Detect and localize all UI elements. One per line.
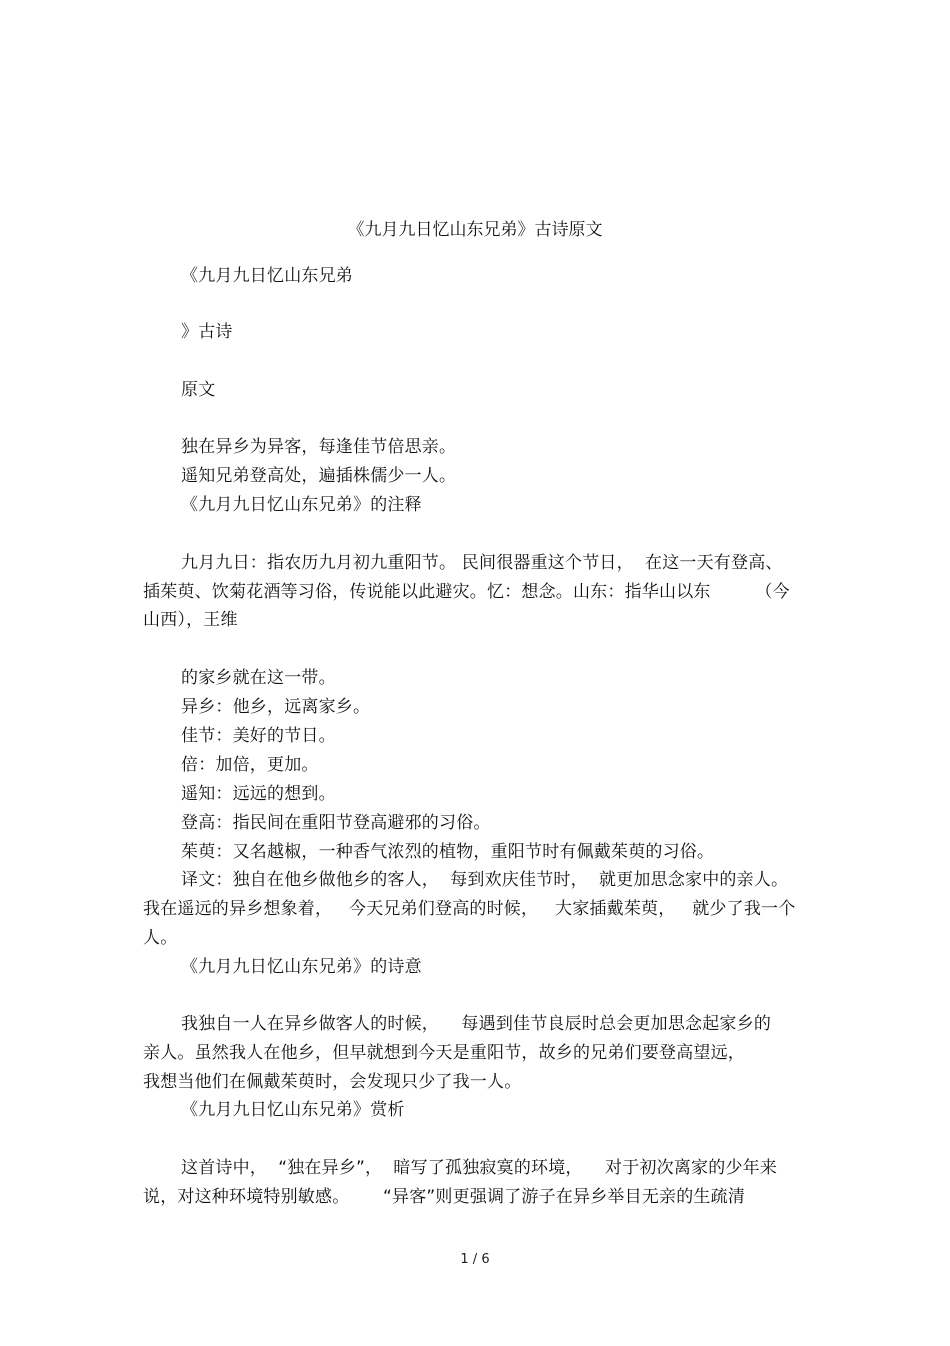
note-line: 倍：加倍，更加。 <box>181 755 319 775</box>
note-line: 异乡：他乡，远离家乡。 <box>181 697 371 717</box>
meaning-line: 我想当他们在佩戴茱萸时，会发现只少了我一人。 <box>143 1072 522 1092</box>
note-line: 的家乡就在这一带。 <box>181 668 336 688</box>
note-line: 九月九日：指农历九月初九重阳节。 民间很器重这个节日， 在这一天有登高、 <box>181 553 783 573</box>
document-title: 《九月九日忆山东兄弟》古诗原文 <box>347 220 603 240</box>
translation-line: 译文：独自在他乡做他乡的客人， 每到欢庆佳节时， 就更加思念家中的亲人。 <box>181 870 789 890</box>
heading-part-2: 》古诗 <box>181 322 233 342</box>
note-line: 茱萸：又名越椒，一种香气浓烈的植物，重阳节时有佩戴茱萸的习俗。 <box>181 842 715 862</box>
appreciation-heading: 《九月九日忆山东兄弟》赏析 <box>181 1100 405 1120</box>
appreciation-line: 说，对这种环境特别敏感。 “异客”则更强调了游子在异乡举目无亲的生疏清 <box>143 1187 746 1207</box>
poem-line-2: 遥知兄弟登高处，遍插株儒少一人。 <box>181 466 457 486</box>
note-line: 山西），王维 <box>143 610 238 630</box>
note-line: 插茱萸、饮菊花酒等习俗，传说能以此避灾。忆：想念。山东：指华山以东 （今 <box>143 582 790 602</box>
poem-line-1: 独在异乡为异客，每逢佳节倍思亲。 <box>181 437 457 457</box>
meaning-line: 亲人。虽然我人在他乡，但早就想到今天是重阳节，故乡的兄弟们要登高望远， <box>143 1043 745 1063</box>
appreciation-line: 这首诗中， “独在异乡”， 暗写了孤独寂寞的环境， 对于初次离家的少年来 <box>181 1158 778 1178</box>
translation-line: 我在遥远的异乡想象着， 今天兄弟们登高的时候， 大家插戴茱萸， 就少了我一个 <box>143 899 796 919</box>
note-line: 佳节：美好的节日。 <box>181 726 336 746</box>
page-number: 1 / 6 <box>460 1252 490 1267</box>
meaning-heading: 《九月九日忆山东兄弟》的诗意 <box>181 957 422 977</box>
meaning-line: 我独自一人在异乡做客人的时候， 每遇到佳节良辰时总会更加思念起家乡的 <box>181 1014 772 1034</box>
note-line: 登高：指民间在重阳节登高避邪的习俗。 <box>181 813 491 833</box>
translation-line: 人。 <box>143 928 178 948</box>
note-line: 遥知：远远的想到。 <box>181 784 336 804</box>
heading-part-3: 原文 <box>181 380 216 400</box>
notes-heading: 《九月九日忆山东兄弟》的注释 <box>181 495 422 515</box>
heading-part-1: 《九月九日忆山东兄弟 <box>181 266 353 286</box>
